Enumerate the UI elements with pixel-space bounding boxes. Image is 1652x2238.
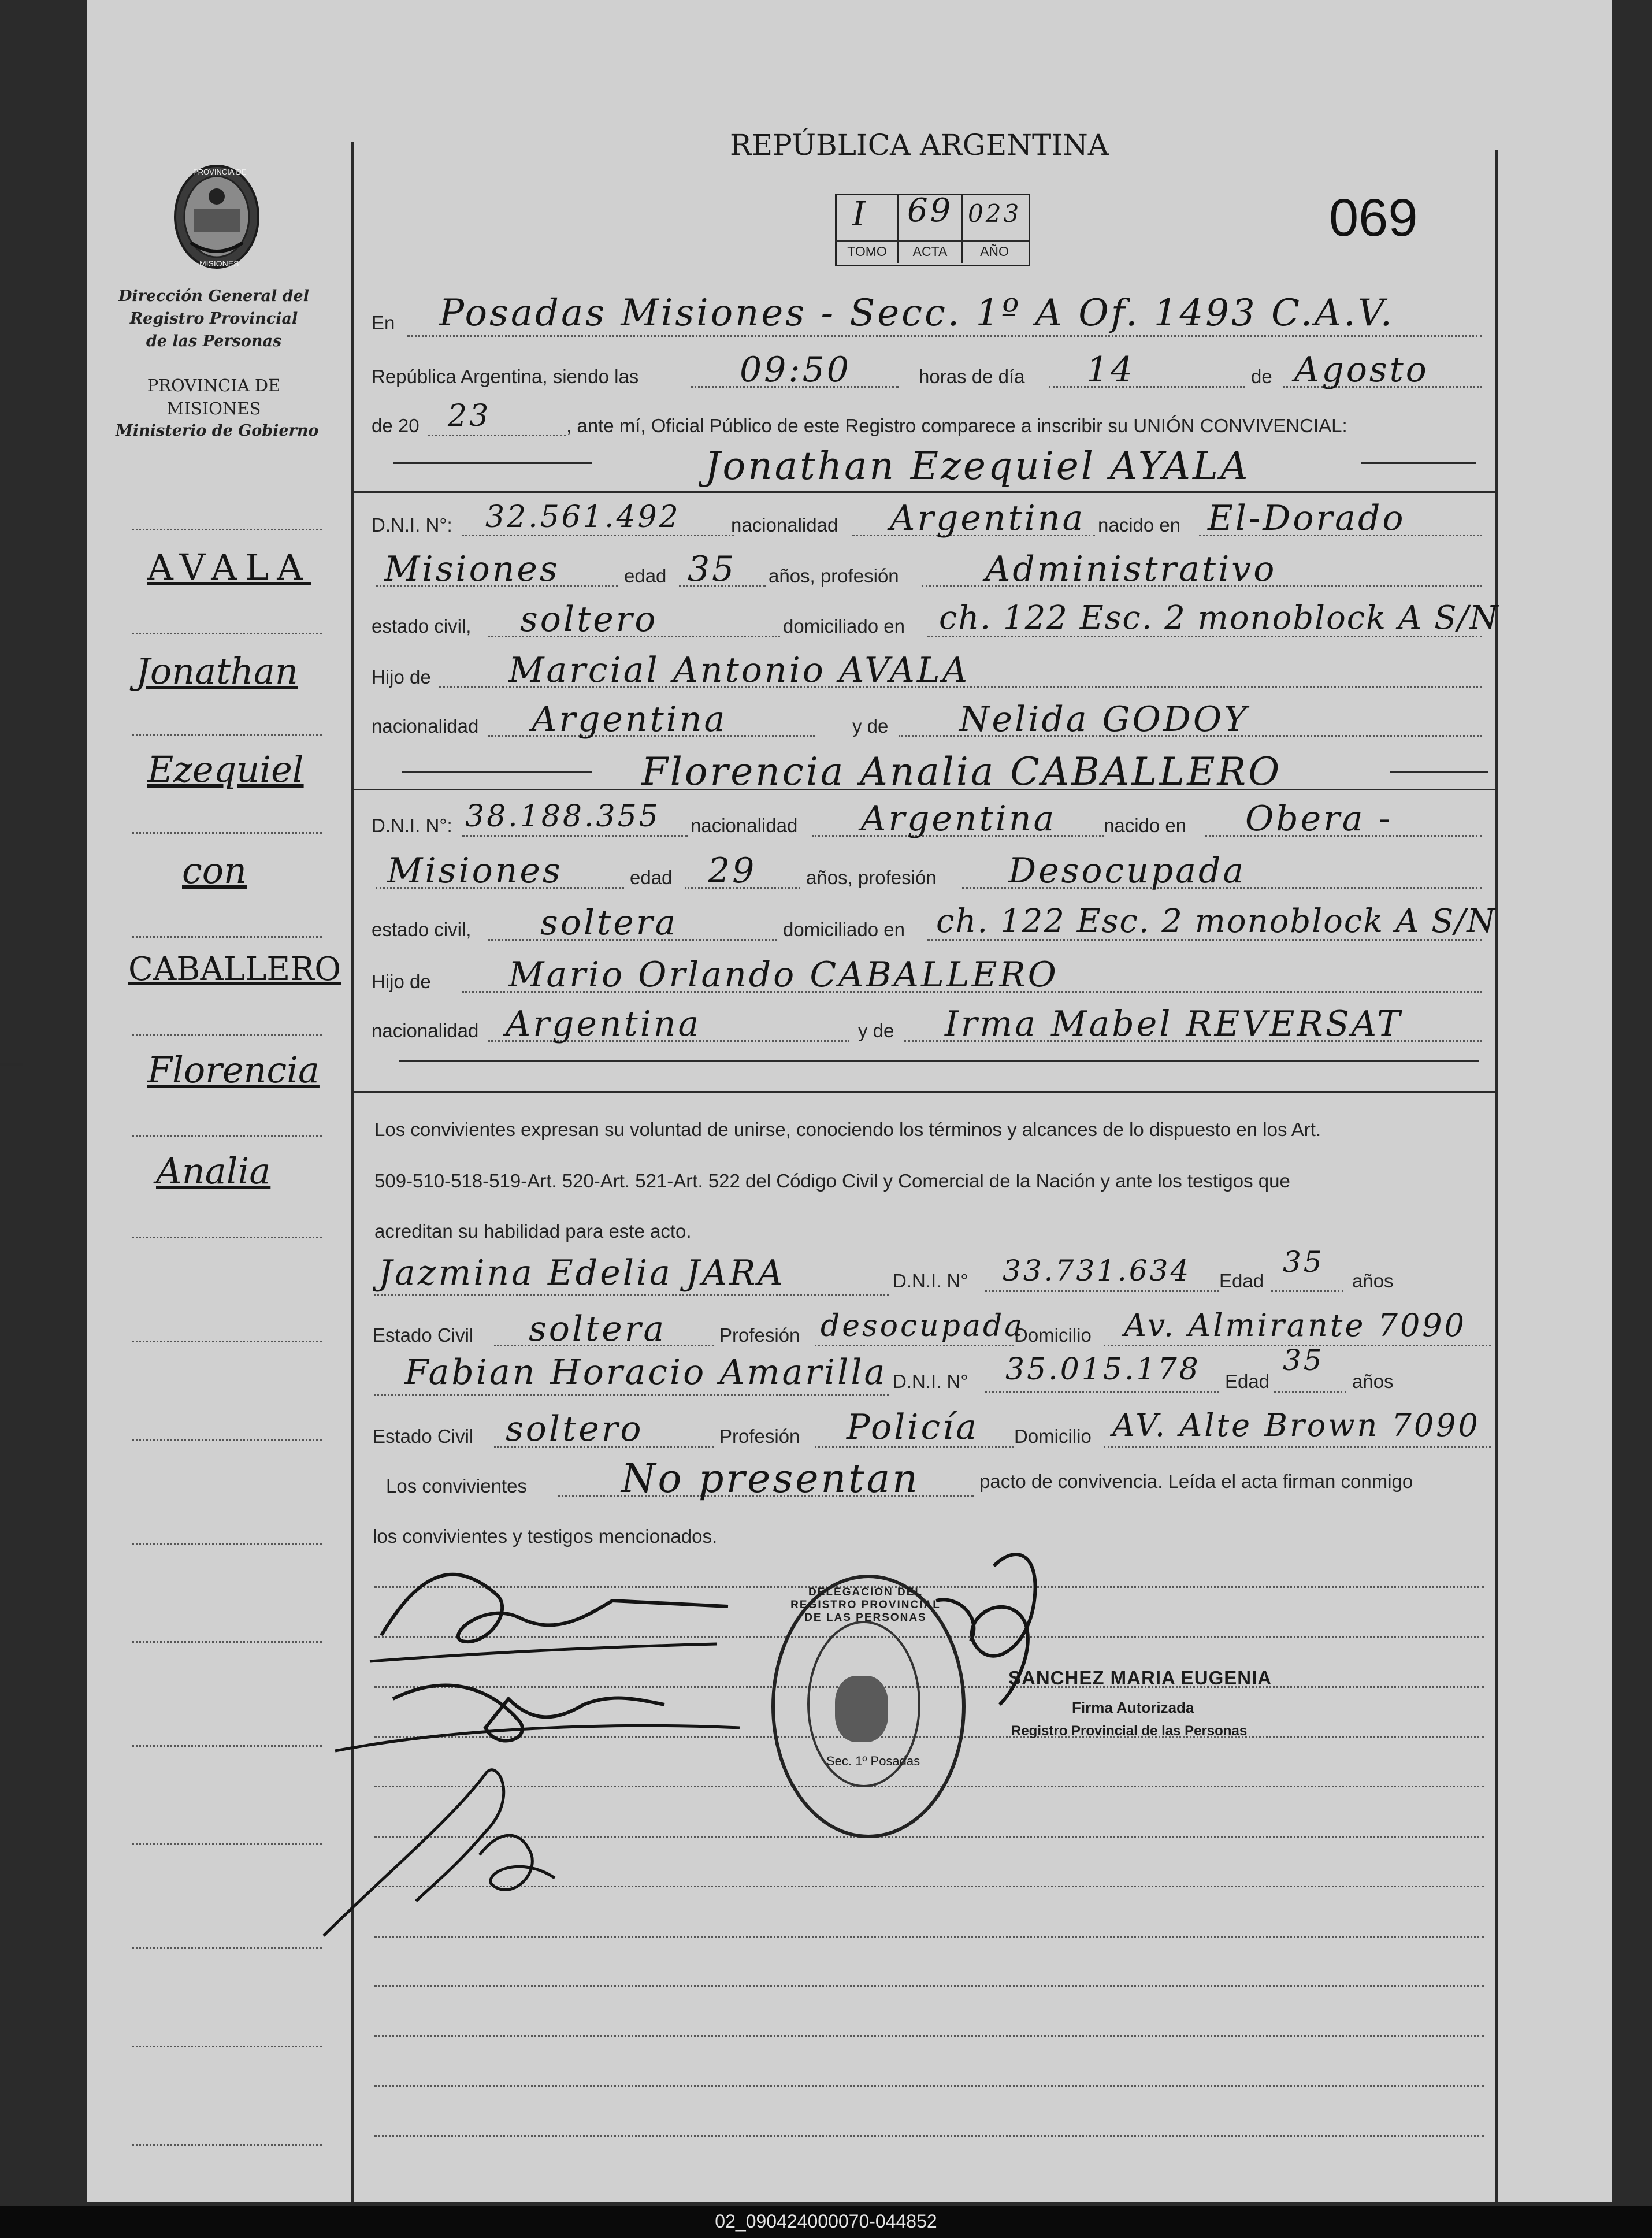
- person2-profesion-label: años, profesión: [806, 867, 937, 888]
- seal-ring-text: DELEGACION DEL REGISTRO PROVINCIAL DE LAS PERSONAS: [790, 1586, 941, 1624]
- person2-edad: 29: [708, 851, 757, 891]
- document-code: 02_090424000070-044852: [715, 2211, 937, 2232]
- witness2-name: Fabian Horacio Amarilla: [404, 1352, 888, 1393]
- comparece-text: , ante mí, Oficial Público de este Registro comparece a inscribir su UNIÓN CONVIVENCIAL:: [566, 415, 1347, 436]
- person1-estado-label: estado civil,: [372, 615, 472, 637]
- right-border: [1495, 150, 1498, 2202]
- person2-hijo-label: Hijo de: [372, 971, 431, 992]
- person2-nac-padre: Argentina: [506, 1004, 701, 1044]
- institution-line-2: Registro Provincial: [129, 310, 298, 328]
- margin-name-3: Ezequiel: [147, 748, 304, 790]
- person1-dni-label: D.N.I. N°:: [372, 514, 452, 536]
- margin-name-7: Analia: [156, 1150, 271, 1192]
- pacto-value: No presentan: [621, 1456, 920, 1502]
- declaration-line-1: Los convivientes expresan su voluntad de unirse, conociendo los términos y alcances de lo dispuesto en los Art.: [374, 1119, 1321, 1140]
- signature-1-underline: [370, 1644, 717, 1661]
- person2-estado: soltera: [540, 903, 678, 943]
- time-value: 09:50: [740, 350, 851, 390]
- witness2-dni-label: D.N.I. N°: [893, 1371, 968, 1392]
- person1-nacionalidad-label: nacionalidad: [731, 514, 838, 536]
- witness1-name: Jazmina Edelia JARA: [378, 1253, 785, 1293]
- witness2-edad: 35: [1283, 1343, 1324, 1377]
- person2-dni-label: D.N.I. N°:: [372, 815, 452, 836]
- witness2-profesion-label: Profesión: [719, 1426, 800, 1447]
- witness1-estado: soltera: [529, 1309, 667, 1349]
- official-role: Firma Autorizada: [1072, 1699, 1194, 1716]
- institution-line-1: Dirección General del: [118, 287, 309, 305]
- witness1-profesion-label: Profesión: [719, 1324, 800, 1346]
- person1-profesion-label: años, profesión: [769, 565, 899, 587]
- acta-value: 69: [907, 192, 953, 229]
- witness1-dni: 33.731.634: [1003, 1254, 1191, 1287]
- day-value: 14: [1086, 350, 1135, 390]
- person1-madre: Nelida GODOY: [959, 699, 1249, 740]
- province-emblem: [168, 162, 266, 274]
- person2-nacionalidad: Argentina: [861, 799, 1057, 839]
- province-line-1: PROVINCIA DE: [147, 376, 281, 395]
- person2-y-de-label: y de: [858, 1020, 894, 1041]
- tomo-label: TOMO: [847, 244, 887, 259]
- emblem-text-top: PROVINCIA DE: [193, 168, 247, 176]
- witness1-domicilio: Av. Almirante 7090: [1124, 1307, 1467, 1343]
- final-line: los convivientes y testigos mencionados.: [373, 1526, 718, 1547]
- declaration-line-3: acreditan su habilidad para este acto.: [374, 1220, 692, 1242]
- document-title: REPÚBLICA ARGENTINA: [730, 128, 1109, 162]
- registry-seal: [771, 1575, 962, 1835]
- person2-domicilio-label: domiciliado en: [783, 919, 905, 940]
- person1-estado: soltero: [520, 599, 658, 640]
- witness2-estado: soltero: [506, 1409, 644, 1449]
- person2-nacido-en: Obera -: [1245, 799, 1393, 839]
- year-prefix: de 20: [372, 415, 420, 436]
- tomo-value: I: [852, 194, 868, 233]
- folio-number: 069: [1329, 188, 1418, 247]
- margin-name-5: CABALLERO: [128, 951, 341, 988]
- person2-nacido-label: nacido en: [1104, 815, 1187, 836]
- anio-value: 023: [968, 199, 1022, 228]
- person2-profesion: Desocupada: [1008, 851, 1246, 891]
- year-suffix: 23: [448, 399, 491, 433]
- witness1-estado-label: Estado Civil: [373, 1324, 474, 1346]
- person1-dni: 32.561.492: [485, 500, 681, 535]
- person2-name: Florencia Analia CABALLERO: [641, 749, 1282, 794]
- person1-nac-label: nacionalidad: [372, 715, 479, 737]
- person1-nacido-en: El-Dorado: [1208, 498, 1406, 539]
- declaration-line-2: 509-510-518-519-Art. 520-Art. 521-Art. 522 del Código Civil y Comercial de la Nación y ante los testigos que: [374, 1170, 1290, 1192]
- person1-padre: Marcial Antonio AVALA: [508, 650, 970, 691]
- witness1-profesion: desocupada: [821, 1309, 1025, 1343]
- person1-name: Jonathan Ezequiel AYALA: [705, 444, 1250, 488]
- witness2-profesion: Policía: [847, 1407, 979, 1448]
- margin-tick: [0, 1063, 23, 1066]
- person2-dni: 38.188.355: [465, 799, 660, 834]
- person1-y-de-label: y de: [852, 715, 889, 737]
- person1-edad-label: edad: [624, 565, 667, 587]
- witness1-edad: 35: [1283, 1245, 1324, 1279]
- witness1-dni-label: D.N.I. N°: [893, 1270, 968, 1291]
- signature-1: [381, 1575, 728, 1642]
- margin-name-6: Florencia: [147, 1049, 320, 1091]
- section-divider-1: [354, 491, 1495, 493]
- official-name: SANCHEZ MARIA EUGENIA: [1008, 1667, 1272, 1688]
- person2-padre: Mario Orlando CABALLERO: [508, 955, 1059, 995]
- signature-2-line: [335, 1725, 740, 1751]
- signature-4: [480, 1835, 555, 1890]
- person2-edad-label: edad: [630, 867, 673, 888]
- witness2-dni: 35.015.178: [1005, 1352, 1201, 1387]
- witness2-domicilio: AV. Alte Brown 7090: [1112, 1407, 1480, 1443]
- person2-lugar: Misiones: [387, 851, 563, 891]
- person1-lugar: Misiones: [384, 549, 560, 589]
- horas-label: horas de día: [919, 366, 1025, 387]
- province-line-2: MISIONES: [166, 399, 261, 418]
- de-label: de: [1251, 366, 1272, 387]
- person1-nacionalidad: Argentina: [890, 498, 1086, 539]
- pacto-text: pacto de convivencia. Leída el acta firman conmigo: [979, 1471, 1413, 1492]
- margin-name-4: con: [182, 849, 247, 892]
- signature-2: [393, 1686, 664, 1741]
- witness1-anios-label: años: [1352, 1270, 1394, 1291]
- republica-label: República Argentina, siendo las: [372, 366, 639, 387]
- convivientes-label: Los convivientes: [386, 1475, 527, 1497]
- emblem-text-bottom: MISIONES: [199, 259, 239, 268]
- seal-center-text: Sec. 1º Posadas: [826, 1754, 920, 1768]
- person2-domicilio: ch. 122 Esc. 2 monoblock A S/N: [936, 903, 1497, 940]
- signature-3: [324, 1770, 504, 1936]
- person1-hijo-label: Hijo de: [372, 666, 431, 688]
- en-label: En: [372, 312, 395, 333]
- person1-domicilio-label: domiciliado en: [783, 615, 905, 637]
- witness2-edad-label: Edad: [1225, 1371, 1270, 1392]
- person2-madre: Irma Mabel REVERSAT: [945, 1004, 1402, 1044]
- person1-nacido-label: nacido en: [1098, 514, 1181, 536]
- witness1-edad-label: Edad: [1219, 1270, 1264, 1291]
- place-value: Posadas Misiones - Secc. 1º A Of. 1493 C.A.V.: [439, 292, 1394, 335]
- witness2-estado-label: Estado Civil: [373, 1426, 474, 1447]
- person2-nacionalidad-label: nacionalidad: [691, 815, 798, 836]
- margin-name-1: AVALA: [147, 546, 311, 588]
- person1-profesion: Administrativo: [985, 549, 1277, 589]
- month-value: Agosto: [1294, 350, 1429, 390]
- section-divider-3: [354, 1091, 1495, 1093]
- margin-name-2: Jonathan: [136, 650, 298, 692]
- anio-label: AÑO: [980, 244, 1009, 259]
- person1-edad: 35: [688, 549, 737, 589]
- person2-nac-label: nacionalidad: [372, 1020, 479, 1041]
- person1-nac-padre: Argentina: [532, 699, 727, 740]
- institution-line-3: de las Personas: [146, 332, 282, 350]
- witness2-domicilio-label: Domicilio: [1014, 1426, 1092, 1447]
- person1-domicilio: ch. 122 Esc. 2 monoblock A S/N: [939, 599, 1499, 637]
- witness1-domicilio-label: Domicilio: [1014, 1324, 1092, 1346]
- ministry-label: Ministerio de Gobierno: [116, 422, 319, 440]
- acta-label: ACTA: [912, 244, 948, 259]
- witness2-anios-label: años: [1352, 1371, 1394, 1392]
- official-office: Registro Provincial de las Personas: [1011, 1723, 1248, 1739]
- person2-estado-label: estado civil,: [372, 919, 472, 940]
